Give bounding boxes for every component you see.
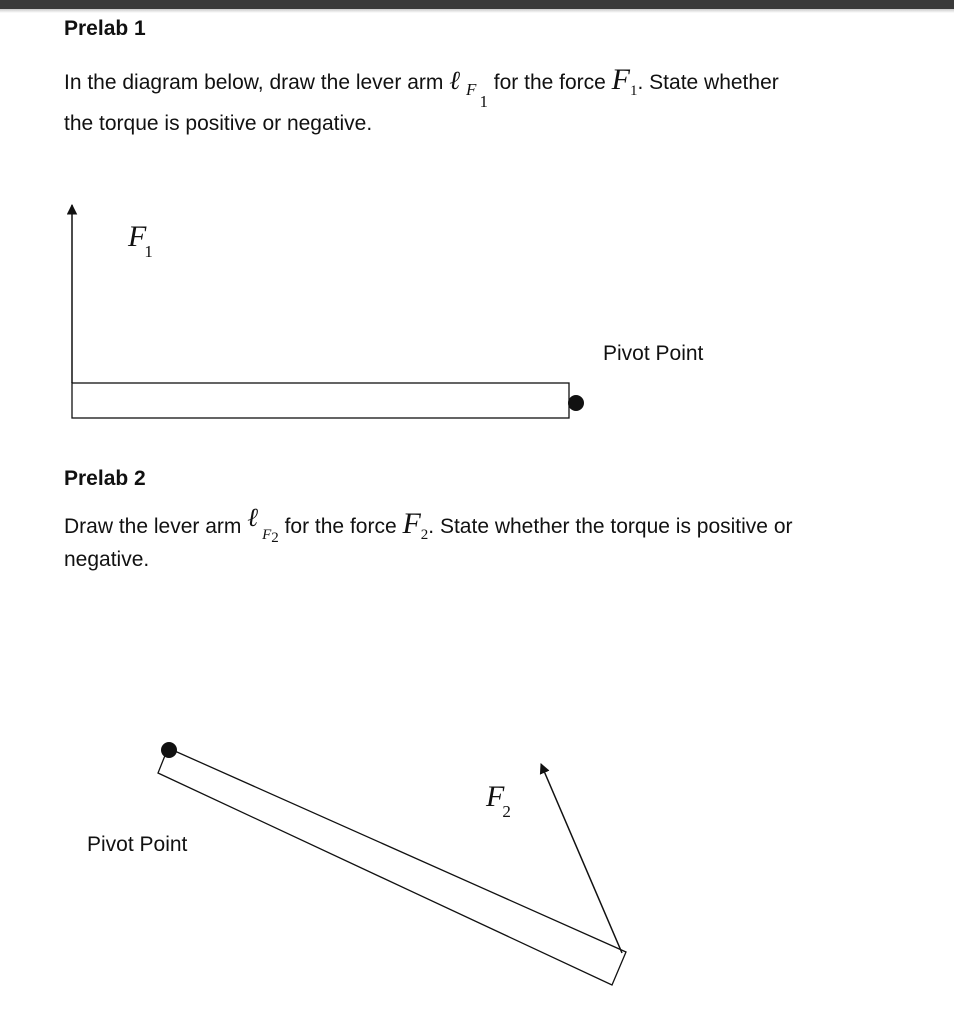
- prelab-1-text-part-3: . State whether: [637, 71, 779, 94]
- force-symbol: F: [611, 63, 630, 96]
- diagram-2-pivot-label: Pivot Point: [87, 833, 188, 856]
- diagram-2-force-subscript: 2: [502, 802, 511, 821]
- prelab-1-text-part-2: for the force: [487, 71, 612, 94]
- prelab-2-text-part-1: Draw the lever arm: [64, 515, 248, 538]
- lever-arm-subscript-number: 2: [271, 530, 279, 546]
- diagram-1-force-letter: F: [128, 220, 147, 253]
- diagram-2: [158, 742, 626, 985]
- diagram-1-pivot-dot: [568, 395, 584, 411]
- diagram-1-force-subscript: 1: [144, 242, 153, 261]
- lever-arm-subscript-letter: F: [262, 527, 272, 543]
- lever-arm-subscript-letter: F: [466, 80, 477, 99]
- diagram-2-pivot-dot: [161, 742, 177, 758]
- diagram-2-lever-bar: [158, 748, 626, 985]
- prelab-2-text-part-3: . State whether the torque is positive or: [428, 515, 793, 538]
- prelab-2-instruction-line-2: negative.: [64, 548, 150, 571]
- diagram-1-lever-bar: [72, 383, 569, 418]
- prelab-1-heading: Prelab 1: [64, 17, 146, 40]
- diagram-1-pivot-label: Pivot Point: [603, 342, 704, 365]
- diagram-1: [72, 205, 584, 418]
- prelab-2-heading: Prelab 2: [64, 467, 146, 490]
- force-subscript: 1: [630, 83, 638, 99]
- lever-arm-symbol: ℓ: [449, 66, 461, 95]
- lever-arm-subscript-number: 1: [479, 92, 488, 111]
- diagram-2-force-letter: F: [486, 780, 505, 813]
- lever-arm-symbol: ℓ: [247, 503, 259, 532]
- prelab-1-text-part-1: In the diagram below, draw the lever arm: [64, 71, 450, 94]
- force-subscript: 2: [420, 527, 429, 543]
- force-symbol: F: [402, 507, 421, 540]
- prelab-2-text-part-2: for the force: [278, 515, 403, 538]
- prelab-1-instruction-line-2: the torque is positive or negative.: [64, 112, 373, 135]
